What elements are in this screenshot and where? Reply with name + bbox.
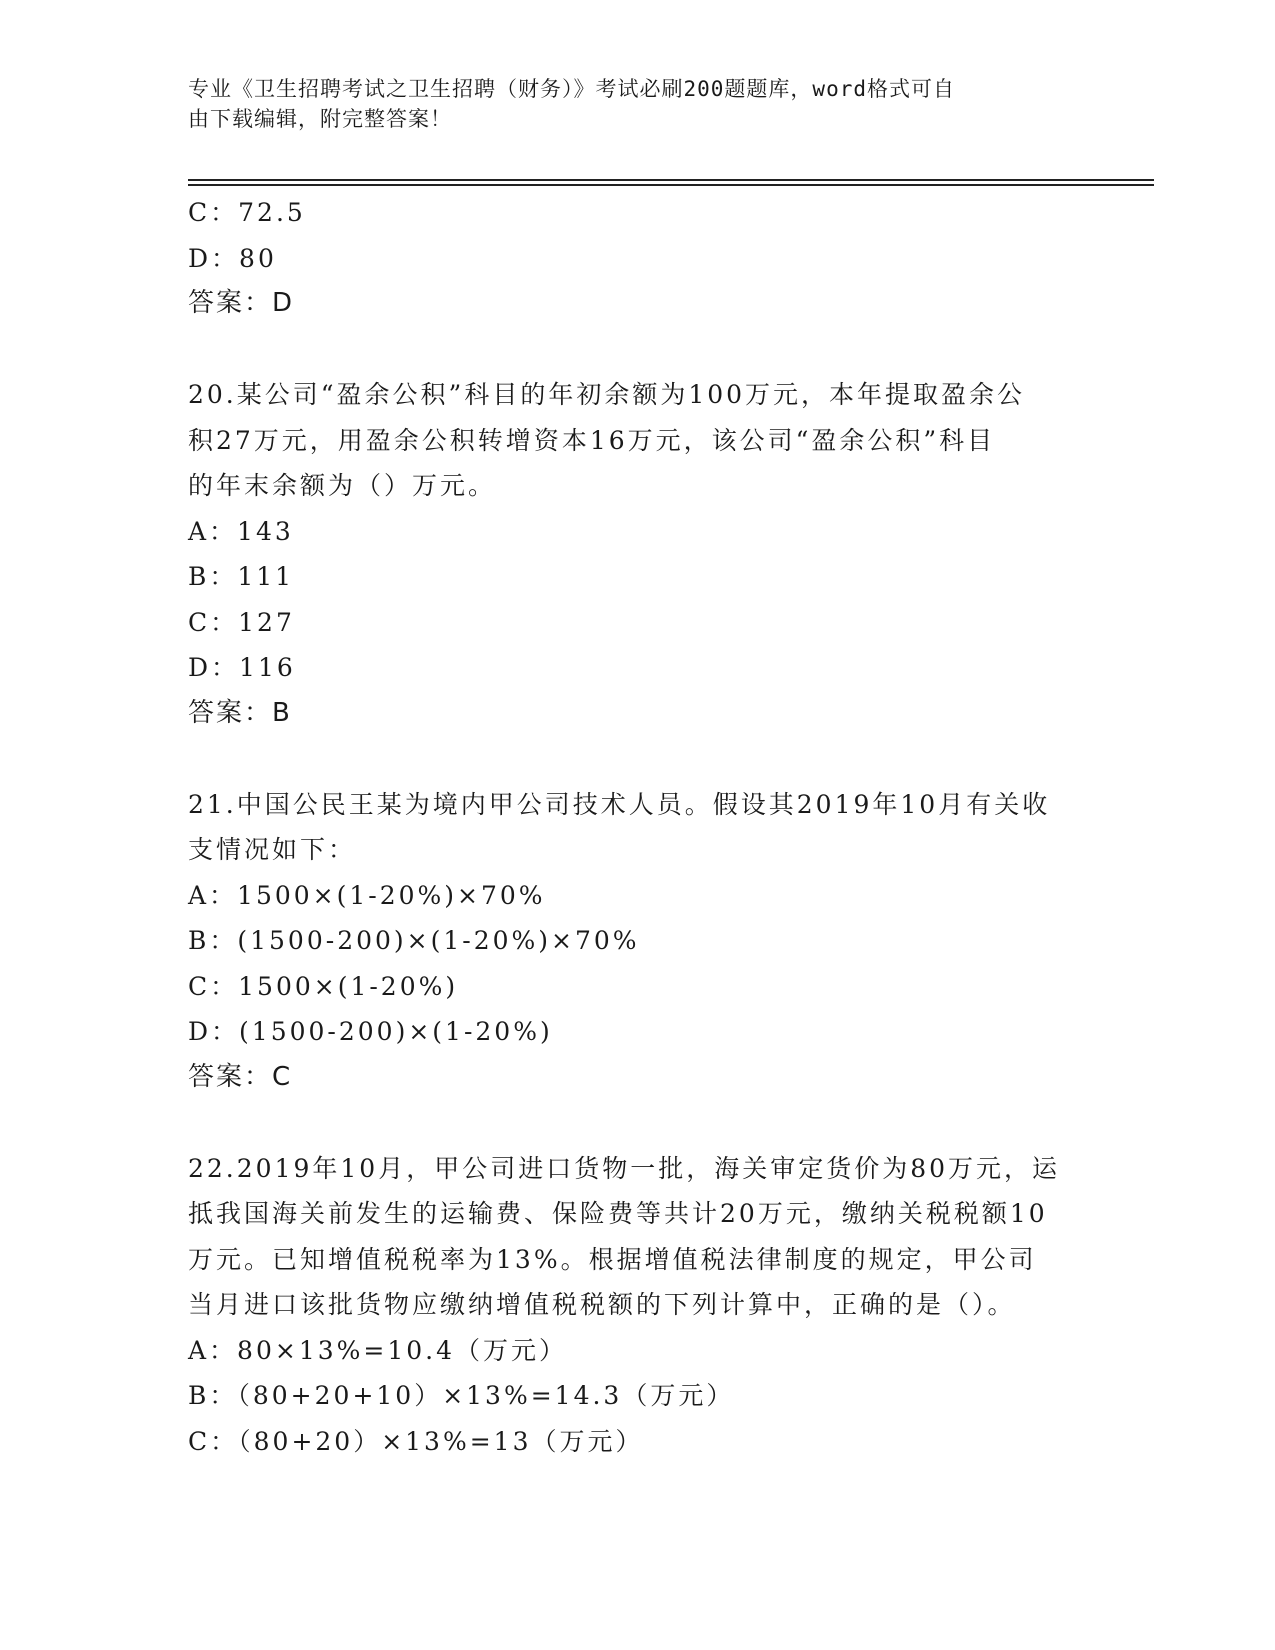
option-c: C：1500×(1-20%) bbox=[188, 971, 459, 1001]
document-body bbox=[188, 190, 1088, 1464]
option-b: B：111 bbox=[188, 562, 295, 591]
answer-label: 答案：B bbox=[188, 697, 292, 728]
question-text-line: 支情况如下： bbox=[188, 835, 357, 864]
question-19-tail bbox=[188, 190, 1088, 327]
option-a: A：143 bbox=[188, 516, 294, 546]
question-text-line: 积27万元，用盈余公积转增资本16万元，该公司“盈余公积”科目 bbox=[188, 425, 996, 455]
option-d: D：80 bbox=[188, 243, 277, 273]
answer-label: 答案：C bbox=[188, 1061, 293, 1092]
question-text-line: 21.中国公民王某为境内甲公司技术人员。假设其2019年10月有关收 bbox=[188, 789, 1051, 819]
header-line-1: 专业《卫生招聘考试之卫生招聘（财务）》考试必刷200题题库，word格式可自 bbox=[188, 77, 955, 101]
question-21 bbox=[188, 782, 1088, 1101]
header-divider-bottom bbox=[188, 184, 1154, 186]
option-a: A：80×13%=10.4（万元） bbox=[188, 1335, 567, 1365]
answer-label: 答案：D bbox=[188, 288, 295, 318]
header-divider-top bbox=[188, 179, 1154, 181]
document-header bbox=[188, 74, 1068, 134]
spacer bbox=[188, 736, 1088, 782]
spacer bbox=[188, 327, 1088, 373]
option-a: A：1500×(1-20%)×70% bbox=[188, 880, 546, 910]
question-text-line: 当月进口该批货物应缴纳增值税税额的下列计算中，正确的是（）。 bbox=[188, 1290, 1016, 1319]
question-22 bbox=[188, 1146, 1088, 1465]
option-d: D：116 bbox=[188, 653, 296, 682]
question-text-line: 抵我国海关前发生的运输费、保险费等共计20万元，缴纳关税税额10 bbox=[188, 1199, 1048, 1228]
question-text-line: 万元。已知增值税税率为13%。根据增值税法律制度的规定，甲公司 bbox=[188, 1244, 1037, 1274]
option-b: B：（80+20+10）×13%=14.3（万元） bbox=[188, 1381, 735, 1410]
question-20 bbox=[188, 372, 1088, 736]
option-c: C：127 bbox=[188, 607, 295, 637]
option-b: B：(1500-200)×(1-20%)×70% bbox=[188, 926, 640, 955]
option-d: D：(1500-200)×(1-20%) bbox=[188, 1017, 553, 1046]
question-text-line: 22.2019年10月，甲公司进口货物一批，海关审定货价为80万元，运 bbox=[188, 1153, 1061, 1183]
option-c: C：（80+20）×13%=13（万元） bbox=[188, 1426, 644, 1456]
spacer bbox=[188, 1100, 1088, 1146]
header-line-2: 由下载编辑，附完整答案！ bbox=[188, 107, 452, 131]
question-text-line: 20.某公司“盈余公积”科目的年初余额为100万元，本年提取盈余公 bbox=[188, 380, 1026, 409]
option-c: C：72.5 bbox=[188, 198, 306, 227]
question-text-line: 的年末余额为（）万元。 bbox=[188, 471, 497, 500]
